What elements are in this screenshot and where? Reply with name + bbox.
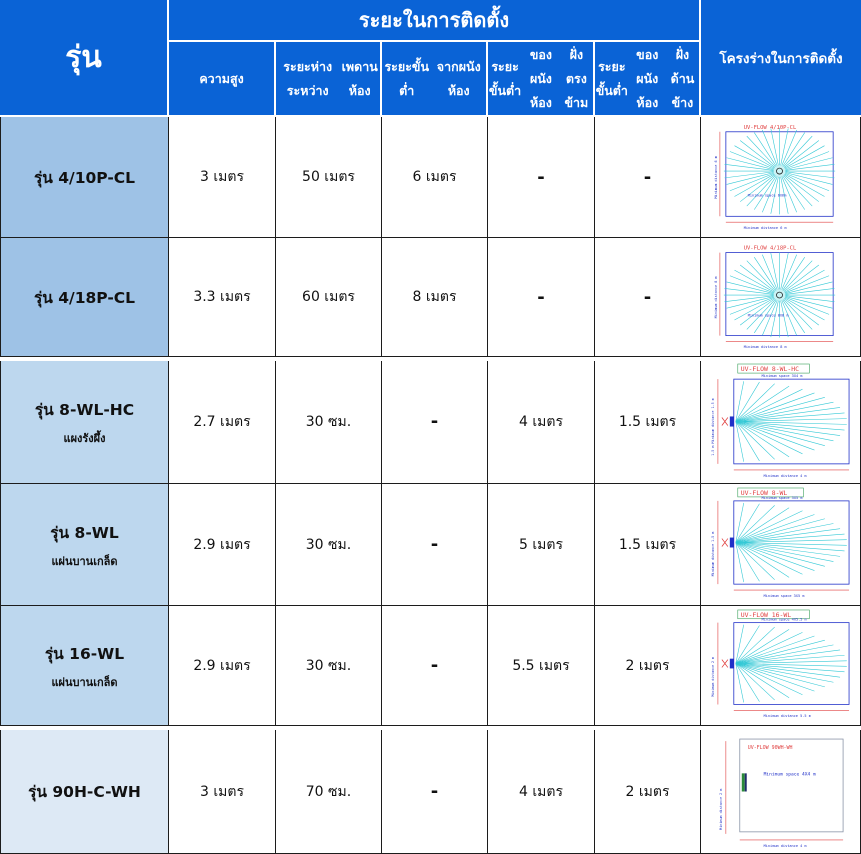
model-name: รุ่น 16-WL — [44, 644, 125, 663]
room-outline — [734, 623, 849, 705]
ceiling-distance-cell: 30 ซม. — [276, 606, 382, 726]
diagram-title: UV-FLOW 8-WL-HC — [740, 365, 800, 374]
opposite-wall-distance-cell: 5.5 เมตร — [488, 606, 595, 726]
opposite-wall-distance-cell: 4 เมตร — [488, 730, 595, 854]
uv-unit-icon — [742, 773, 745, 791]
airflow-center-glow — [774, 289, 786, 301]
airflow-ray — [747, 261, 780, 295]
model-column-header: รุ่น — [0, 0, 169, 117]
layout-diagram-svg — [704, 363, 857, 480]
airflow-ray — [747, 171, 780, 206]
ceiling-distance-cell: 30 ซม. — [276, 360, 382, 484]
airflow-ray — [780, 295, 813, 329]
airflow-ray — [780, 141, 819, 172]
airflow-ray — [734, 270, 779, 295]
model-name: รุ่น 4/10P-CL — [33, 168, 136, 187]
height-cell: 2.9 เมตร — [169, 484, 276, 606]
height-cell: 2.9 เมตร — [169, 606, 276, 726]
ceiling-distance-cell: 60 เมตร — [276, 238, 382, 357]
diagram-left-label: Minimum distance 8 m — [713, 276, 718, 319]
diagram-title: UV-FLOW 8-WL — [740, 488, 788, 497]
opposite-wall-distance-cell: 5 เมตร — [488, 484, 595, 606]
side-wall-distance-cell: 2 เมตร — [595, 730, 701, 854]
airflow-ray — [780, 171, 797, 212]
min-wall-distance-cell: - — [382, 360, 488, 484]
model-type-label: แผ่นบานเกล็ด — [51, 554, 118, 568]
opposite-wall-distance-cell: 4 เมตร — [488, 360, 595, 484]
diagram-space-label: Minimum space 4X5.5 m — [761, 617, 807, 622]
height-column-header: ความสูง — [169, 42, 276, 117]
airflow-ray — [736, 543, 815, 571]
airflow-ray — [736, 393, 815, 422]
side-wall-distance-cell: 1.5 เมตร — [595, 360, 701, 484]
diagram-space-label: Minimum space 3X5 m — [761, 495, 803, 500]
model-name-cell — [0, 117, 169, 238]
installation-layout-diagram — [701, 606, 861, 726]
uv-unit-icon — [730, 538, 734, 548]
side-wall-distance-cell: - — [595, 238, 701, 357]
diagram-title: UV-FLOW 4/18P-CL — [743, 245, 797, 252]
diagram-title: UV-FLOW 16-WL — [740, 610, 792, 619]
installation-layout-diagram — [701, 238, 861, 357]
airflow-ray — [727, 171, 780, 184]
model-name-cell — [0, 484, 169, 606]
airflow-ray — [780, 136, 813, 171]
room-outline — [740, 739, 843, 832]
diagram-left-label: Minimum distance 2 m — [710, 656, 715, 697]
group-separator — [0, 726, 861, 730]
airflow-ray — [747, 295, 780, 329]
airflow-ray — [780, 261, 813, 295]
diagram-left-label: Minimum distance 1.5 m — [710, 531, 715, 577]
side-wall-distance-cell: 2 เมตร — [595, 606, 701, 726]
min-wall-distance-cell: - — [382, 730, 488, 854]
airflow-ray — [736, 636, 815, 664]
airflow-ray — [736, 422, 815, 451]
installation-layout-diagram — [701, 484, 861, 606]
airflow-ray — [780, 295, 819, 325]
installation-layout-diagram — [701, 360, 861, 484]
installation-layout-header: โครงร่างในการติดตั้ง — [701, 0, 861, 117]
model-name-cell — [0, 606, 169, 726]
layout-diagram-svg — [704, 609, 857, 722]
airflow-ray — [734, 146, 779, 171]
airflow-ray — [780, 171, 833, 184]
height-cell: 3 เมตร — [169, 730, 276, 854]
airflow-ray — [727, 295, 780, 308]
installation-distance-header: ระยะในการติดตั้ง — [169, 0, 701, 42]
diagram-space-label: Minimum space 4X4 m — [763, 772, 816, 778]
model-name: รุ่น 8-WL — [50, 523, 119, 542]
side-wall-distance-column-header: ระยะขั้นต่ำ ของผนังห้อง ฝั่งด้านข้าง — [595, 42, 701, 117]
height-cell: 3 เมตร — [169, 117, 276, 238]
min-wall-distance-column-header: ระยะขั้นต่ำ จากผนังห้อง — [382, 42, 488, 117]
opposite-wall-distance-column-header: ระยะขั้นต่ำ ของผนังห้อง ฝั่งตรงข้าม — [488, 42, 595, 117]
uv-unit-icon — [730, 416, 734, 426]
airflow-ray — [780, 270, 825, 295]
ceiling-distance-cell: 30 ซม. — [276, 484, 382, 606]
min-wall-distance-cell: - — [382, 606, 488, 726]
ceiling-distance-column-header: ระยะห่างระหว่าง เพดานห้อง — [276, 42, 382, 117]
airflow-ray — [740, 295, 779, 325]
diagram-bottom-label: Minimum distance 8 m — [743, 345, 787, 350]
diagram-left-label: Minimum distance 2 m — [718, 788, 723, 830]
airflow-ray — [780, 158, 833, 171]
airflow-ray — [780, 282, 833, 295]
model-name: รุ่น 8-WL-HC — [34, 400, 135, 419]
airflow-ray — [727, 158, 780, 171]
airflow-ray — [780, 265, 819, 295]
airflow-ray — [740, 141, 779, 172]
airflow-ray — [762, 130, 779, 171]
diagram-space-label: Minimum space 8X8 m — [747, 313, 789, 318]
model-type-label: แผงรังผึ้ง — [63, 431, 106, 445]
layout-diagram-svg — [704, 487, 857, 602]
airflow-ray — [736, 514, 815, 542]
height-marker-icon — [722, 417, 728, 425]
model-name-cell — [0, 730, 169, 854]
airflow-ray — [762, 255, 779, 295]
diagram-bottom-label: Minimum distance 6 m — [743, 226, 787, 231]
model-name-cell — [0, 238, 169, 357]
diagram-left-label: 1.5 m Minimum distance 1.5 m — [710, 398, 715, 456]
min-wall-distance-cell: 8 เมตร — [382, 238, 488, 357]
airflow-ray — [780, 130, 797, 171]
airflow-ray — [780, 171, 813, 206]
height-cell: 2.7 เมตร — [169, 360, 276, 484]
model-name: รุ่น 4/18P-CL — [33, 288, 136, 307]
ceiling-distance-cell: 70 ซม. — [276, 730, 382, 854]
height-marker-icon — [722, 660, 728, 668]
side-wall-distance-cell: 1.5 เมตร — [595, 484, 701, 606]
installation-layout-diagram — [701, 730, 861, 854]
diagram-bottom-label: Minimum distance 4 m — [763, 473, 807, 478]
airflow-ray — [747, 136, 780, 171]
room-outline — [734, 379, 849, 464]
room-outline — [734, 501, 849, 584]
uv-unit-icon — [730, 659, 734, 669]
model-type-label: แผ่นบานเกล็ด — [51, 675, 118, 689]
airflow-ray — [740, 265, 779, 295]
airflow-ray — [762, 171, 779, 212]
diagram-bottom-label: Minimum space 3X5 m — [763, 594, 805, 599]
diagram-bottom-label: Minimum distance 5.5 m — [763, 714, 811, 719]
opposite-wall-distance-cell: - — [488, 238, 595, 357]
diagram-space-label: Minimum space 3X4 m — [761, 374, 803, 379]
group-separator — [0, 357, 861, 361]
diagram-bottom-label: Minimum distance 4 m — [763, 843, 807, 848]
side-wall-distance-cell: - — [595, 117, 701, 238]
diagram-title: UV-FLOW 90WH-WH — [747, 745, 793, 752]
height-cell: 3.3 เมตร — [169, 238, 276, 357]
model-name-cell — [0, 360, 169, 484]
ceiling-distance-cell: 50 เมตร — [276, 117, 382, 238]
airflow-ray — [727, 282, 780, 295]
airflow-ray — [780, 295, 833, 308]
diagram-title: UV-FLOW 4/10P-CL — [743, 124, 797, 131]
model-name: รุ่น 90H-C-WH — [28, 783, 141, 801]
opposite-wall-distance-cell: - — [488, 117, 595, 238]
min-wall-distance-cell: 6 เมตร — [382, 117, 488, 238]
layout-diagram-svg — [704, 120, 857, 234]
layout-diagram-svg — [704, 733, 857, 850]
diagram-left-label: Minimum distance 6 m — [713, 156, 718, 199]
height-marker-icon — [722, 539, 728, 547]
installation-layout-diagram — [701, 117, 861, 238]
airflow-ray — [780, 255, 797, 295]
diagram-space-label: Minimum space 6X6m — [747, 193, 787, 198]
airflow-ray — [780, 146, 825, 171]
min-wall-distance-cell: - — [382, 484, 488, 606]
airflow-ray — [736, 664, 815, 692]
layout-diagram-svg — [704, 241, 857, 353]
airflow-center-glow — [774, 165, 786, 177]
uv-unit-icon — [745, 773, 747, 791]
